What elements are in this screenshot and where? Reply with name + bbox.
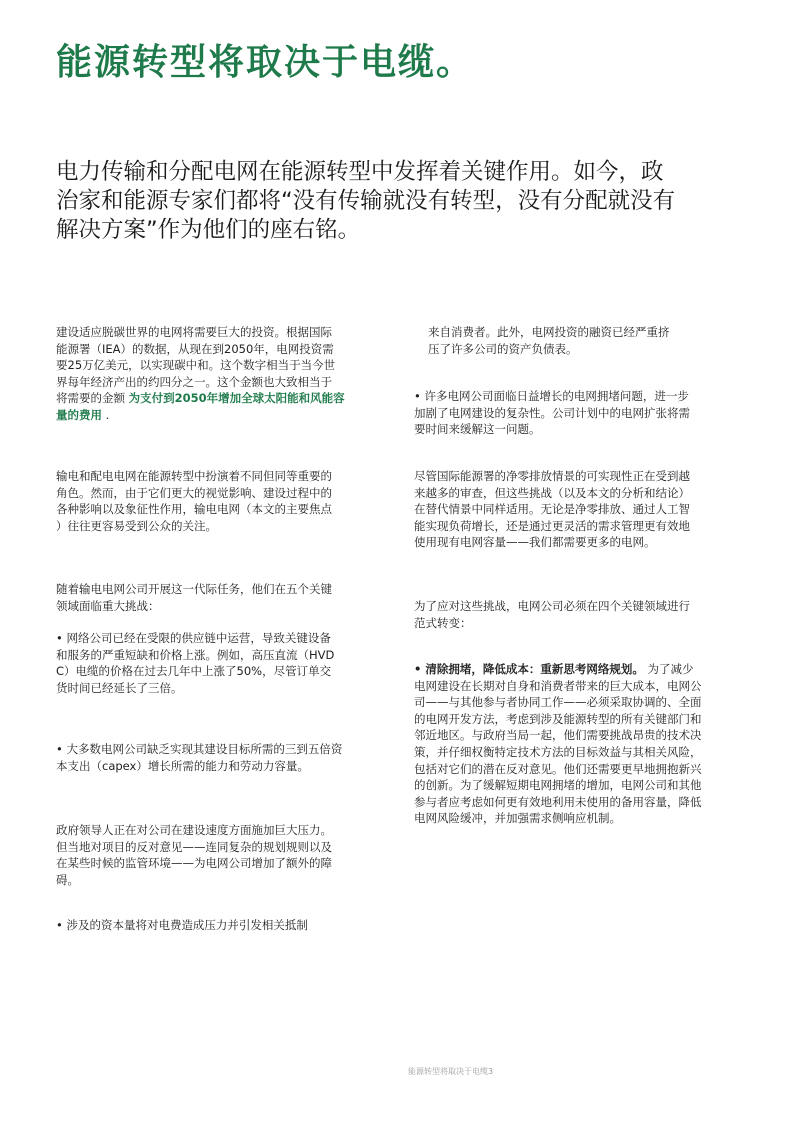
text-line <box>414 661 702 678</box>
right-bullet-congestion <box>414 388 690 438</box>
text-line: 界每年经济产出的约四分之一。这个金额也大致相当于 <box>56 374 332 389</box>
text-line <box>56 390 345 407</box>
solar-wind-cost-link[interactable]: 为支付到2050年增加全球太阳能和风能容 <box>128 391 345 406</box>
text-line: 货时间已经延长了三倍。 <box>56 680 183 695</box>
right-paragraph-scenarios <box>414 468 690 551</box>
text-line: 来越多的审查，但这些挑战（以及本文的分析和结论） <box>414 485 690 500</box>
text-line: C）电缆的价格在过去几年中上涨了50%，尽管订单交 <box>56 664 332 679</box>
text-line: 角色。然而，由于它们更大的视觉影响、建设过程中的 <box>56 485 332 500</box>
page-footer: 能源转型将取决于电缆3 <box>408 1067 494 1076</box>
text-line: 能实现负荷增长，还是通过更灵活的需求管理更有效地 <box>414 518 690 533</box>
right-paragraph-continuation <box>428 324 670 357</box>
text-line: 输电和配电电网在能源转型中扮演着不同但同等重要的 <box>56 469 332 483</box>
text-line: 为了应对这些挑战，电网公司必须在四个关键领域进行 <box>414 599 690 613</box>
text-line <box>56 407 345 424</box>
bullet-heading: • 清除拥堵，降低成本：重新思考网络规划。 <box>414 662 644 676</box>
text-line: 邻近地区。与政府当局一起，他们需要挑战昂贵的技术决 <box>414 728 702 743</box>
text-line: 的电网开发方法，考虑到涉及能源转型的所有关键部门和 <box>414 711 702 726</box>
text-line: 要25万亿美元，以实现碳中和。这个数字相当于当今世 <box>56 358 336 373</box>
text-line: 电网风险缓冲，并加强需求侧响应机制。 <box>414 811 621 826</box>
left-bullet-supply-chain <box>56 630 334 696</box>
text-span: 将需要的金额 <box>56 391 129 406</box>
lead-line: 治家和能源专家们都将“没有传输就没有转型，没有分配就没有 <box>56 188 676 214</box>
text-line: 随着输电电网公司开展这一代际任务，他们在五个关键 <box>56 582 332 596</box>
text-line: 在某些时候的监管环境——为电网公司增加了额外的障 <box>56 856 332 871</box>
text-line: 包括对它们的潜在反对意见。他们还需要更早地拥抱新兴 <box>414 761 702 776</box>
text-line: 在替代情景中同样适用。无论是净零排放、通过人工智 <box>414 502 690 517</box>
text-line: • 大多数电网公司缺乏实现其建设目标所需的三到五倍资 <box>56 742 343 756</box>
text-line: ）往往更容易受到公众的关注。 <box>56 518 217 533</box>
left-bullet-capital <box>56 917 308 934</box>
text-line: • 许多电网公司面临日益增长的电网拥堵问题，进一步 <box>414 389 689 403</box>
solar-wind-cost-link-cont[interactable]: 量的费用 <box>56 407 102 422</box>
left-paragraph-grid-roles <box>56 468 332 534</box>
text-line: 的创新。为了缓解短期电网拥堵的增加，电网公司和其他 <box>414 778 702 793</box>
text-line: 范式转变： <box>414 615 472 630</box>
text-line: 电网建设在长期对自身和消费者带来的巨大成本，电网公 <box>414 678 702 693</box>
right-bullet-network-planning <box>414 661 702 827</box>
text-line: 使用现有电网容量——我们都需要更多的电网。 <box>414 535 656 550</box>
lead-line: 解决方案”作为他们的座右铭。 <box>56 217 361 243</box>
text-line: 政府领导人正在对公司在建设速度方面施加巨大压力。 <box>56 823 332 837</box>
text-line: 司——与其他参与者协同工作——必须采取协调的、全面 <box>414 695 702 710</box>
page-title: 能源转型将取决于电缆。 <box>56 42 475 83</box>
text-span: 为了减少 <box>643 662 694 676</box>
text-line: 和服务的严重短缺和价格上涨。例如，高压直流（HVD <box>56 647 335 662</box>
text-line: 能源署（IEA）的数据，从现在到2050年，电网投资需 <box>56 341 334 356</box>
text-line: 碍。 <box>56 872 79 887</box>
text-span: . <box>102 407 110 422</box>
lead-paragraph <box>56 158 746 245</box>
right-paragraph-paradigm-intro <box>414 598 690 631</box>
text-line: 来自消费者。此外，电网投资的融资已经严重挤 <box>428 325 670 339</box>
lead-line: 电力传输和分配电网在能源转型中发挥着关键作用。如今，政 <box>56 159 664 185</box>
text-line: 压了许多公司的资产负债表。 <box>428 341 578 356</box>
text-line: 加剧了电网建设的复杂性。公司计划中的电网扩张将需 <box>414 405 690 420</box>
text-line: 领域面临重大挑战： <box>56 598 160 613</box>
left-paragraph-investment <box>56 324 345 424</box>
text-line: 但当地对项目的反对意见——连同复杂的规划规则以及 <box>56 839 332 854</box>
left-bullet-capex <box>56 741 342 774</box>
text-line: 建设适应脱碳世界的电网将需要巨大的投资。根据国际 <box>56 325 332 339</box>
text-line: 尽管国际能源署的净零排放情景的可实现性正在受到越 <box>414 469 690 483</box>
text-line: 要时间来缓解这一问题。 <box>414 422 541 437</box>
text-line: • 网络公司已经在受限的供应链中运营，导致关键设备 <box>56 631 331 645</box>
text-line: 策，并仔细权衡特定技术方法的目标效益与其相关风险， <box>414 744 702 759</box>
text-line: 各种影响以及象征性作用，输电电网（本文的主要焦点 <box>56 502 332 517</box>
left-paragraph-government <box>56 822 332 888</box>
text-line: 本支出（capex）增长所需的能力和劳动力容量。 <box>56 758 309 773</box>
text-line: • 涉及的资本量将对电费造成压力并引发相关抵制 <box>56 918 308 932</box>
left-paragraph-challenges-intro <box>56 581 332 614</box>
text-line: 参与者应考虑如何更有效地利用未使用的备用容量，降低 <box>414 794 702 809</box>
